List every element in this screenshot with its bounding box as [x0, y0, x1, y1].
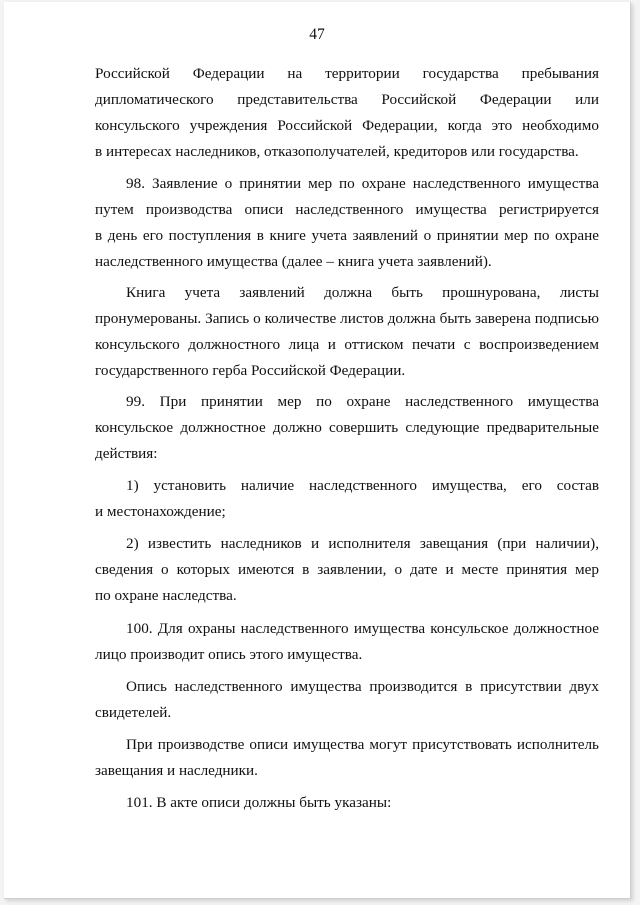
text-line: и местонахождение;	[95, 503, 226, 520]
list-item-1	[95, 473, 599, 525]
paragraph-inventory	[95, 674, 599, 726]
text-line: 98. Заявление о принятии мер по охране наследственного имущества	[126, 175, 599, 192]
text-line: Книга учета заявлений должна быть прошнурована, листы	[126, 284, 599, 301]
text-line: действия:	[95, 445, 158, 462]
text-line: 100. Для охраны наследственного имущества консульское должностное	[126, 620, 599, 637]
paragraph-99	[95, 389, 599, 467]
text-line: 99. При принятии мер по охране наследственного имущества	[126, 393, 599, 410]
text-line: При производстве описи имущества могут присутствовать исполнитель	[126, 736, 599, 753]
paragraph-98	[95, 171, 599, 275]
text-line: консульского учреждения Российской Федерации, когда это необходимо	[95, 117, 599, 134]
paragraph-presence	[95, 732, 599, 784]
text-line: дипломатического представительства Российской Федерации или	[95, 91, 599, 108]
list-item-2	[95, 531, 599, 609]
text-line: Российской Федерации на территории государства пребывания	[95, 65, 599, 82]
paragraph-book	[95, 280, 599, 384]
text-line: наследственного имущества (далее – книга учета заявлений).	[95, 253, 492, 270]
text-line: 2) известить наследников и исполнителя завещания (при наличии),	[126, 535, 599, 552]
text-line: в день его поступления в книге учета заявлений о принятии мер по охране	[95, 227, 599, 244]
text-line: лицо производит опись этого имущества.	[95, 646, 363, 663]
text-line: 1) установить наличие наследственного имущества, его состав	[126, 477, 599, 494]
paragraph-101	[95, 790, 599, 816]
text-line: в интересах наследников, отказополучателей, кредиторов или государства.	[95, 143, 579, 160]
text-line: консульского должностного лица и оттиском печати с воспроизведением	[95, 336, 599, 353]
text-line: пронумерованы. Запись о количестве листов должна быть заверена подписью	[95, 310, 599, 327]
text-line: свидетелей.	[95, 704, 172, 721]
text-line: государственного герба Российской Федерации.	[95, 362, 406, 379]
text-line: завещания и наследники.	[95, 762, 258, 779]
paragraph-100	[95, 616, 599, 668]
paragraph-1	[95, 61, 599, 165]
text-line: 101. В акте описи должны быть указаны:	[126, 794, 392, 811]
document-page	[4, 2, 631, 899]
text-line: сведения о которых имеются в заявлении, о дате и месте принятия мер	[95, 561, 599, 578]
text-line: по охране наследства.	[95, 587, 237, 604]
text-line: Опись наследственного имущества производится в присутствии двух	[126, 678, 599, 695]
page-number: 47	[309, 26, 325, 43]
text-line: путем производства описи наследственного имущества регистрируется	[95, 201, 599, 218]
text-line: консульское должностное должно совершить следующие предварительные	[95, 419, 599, 436]
